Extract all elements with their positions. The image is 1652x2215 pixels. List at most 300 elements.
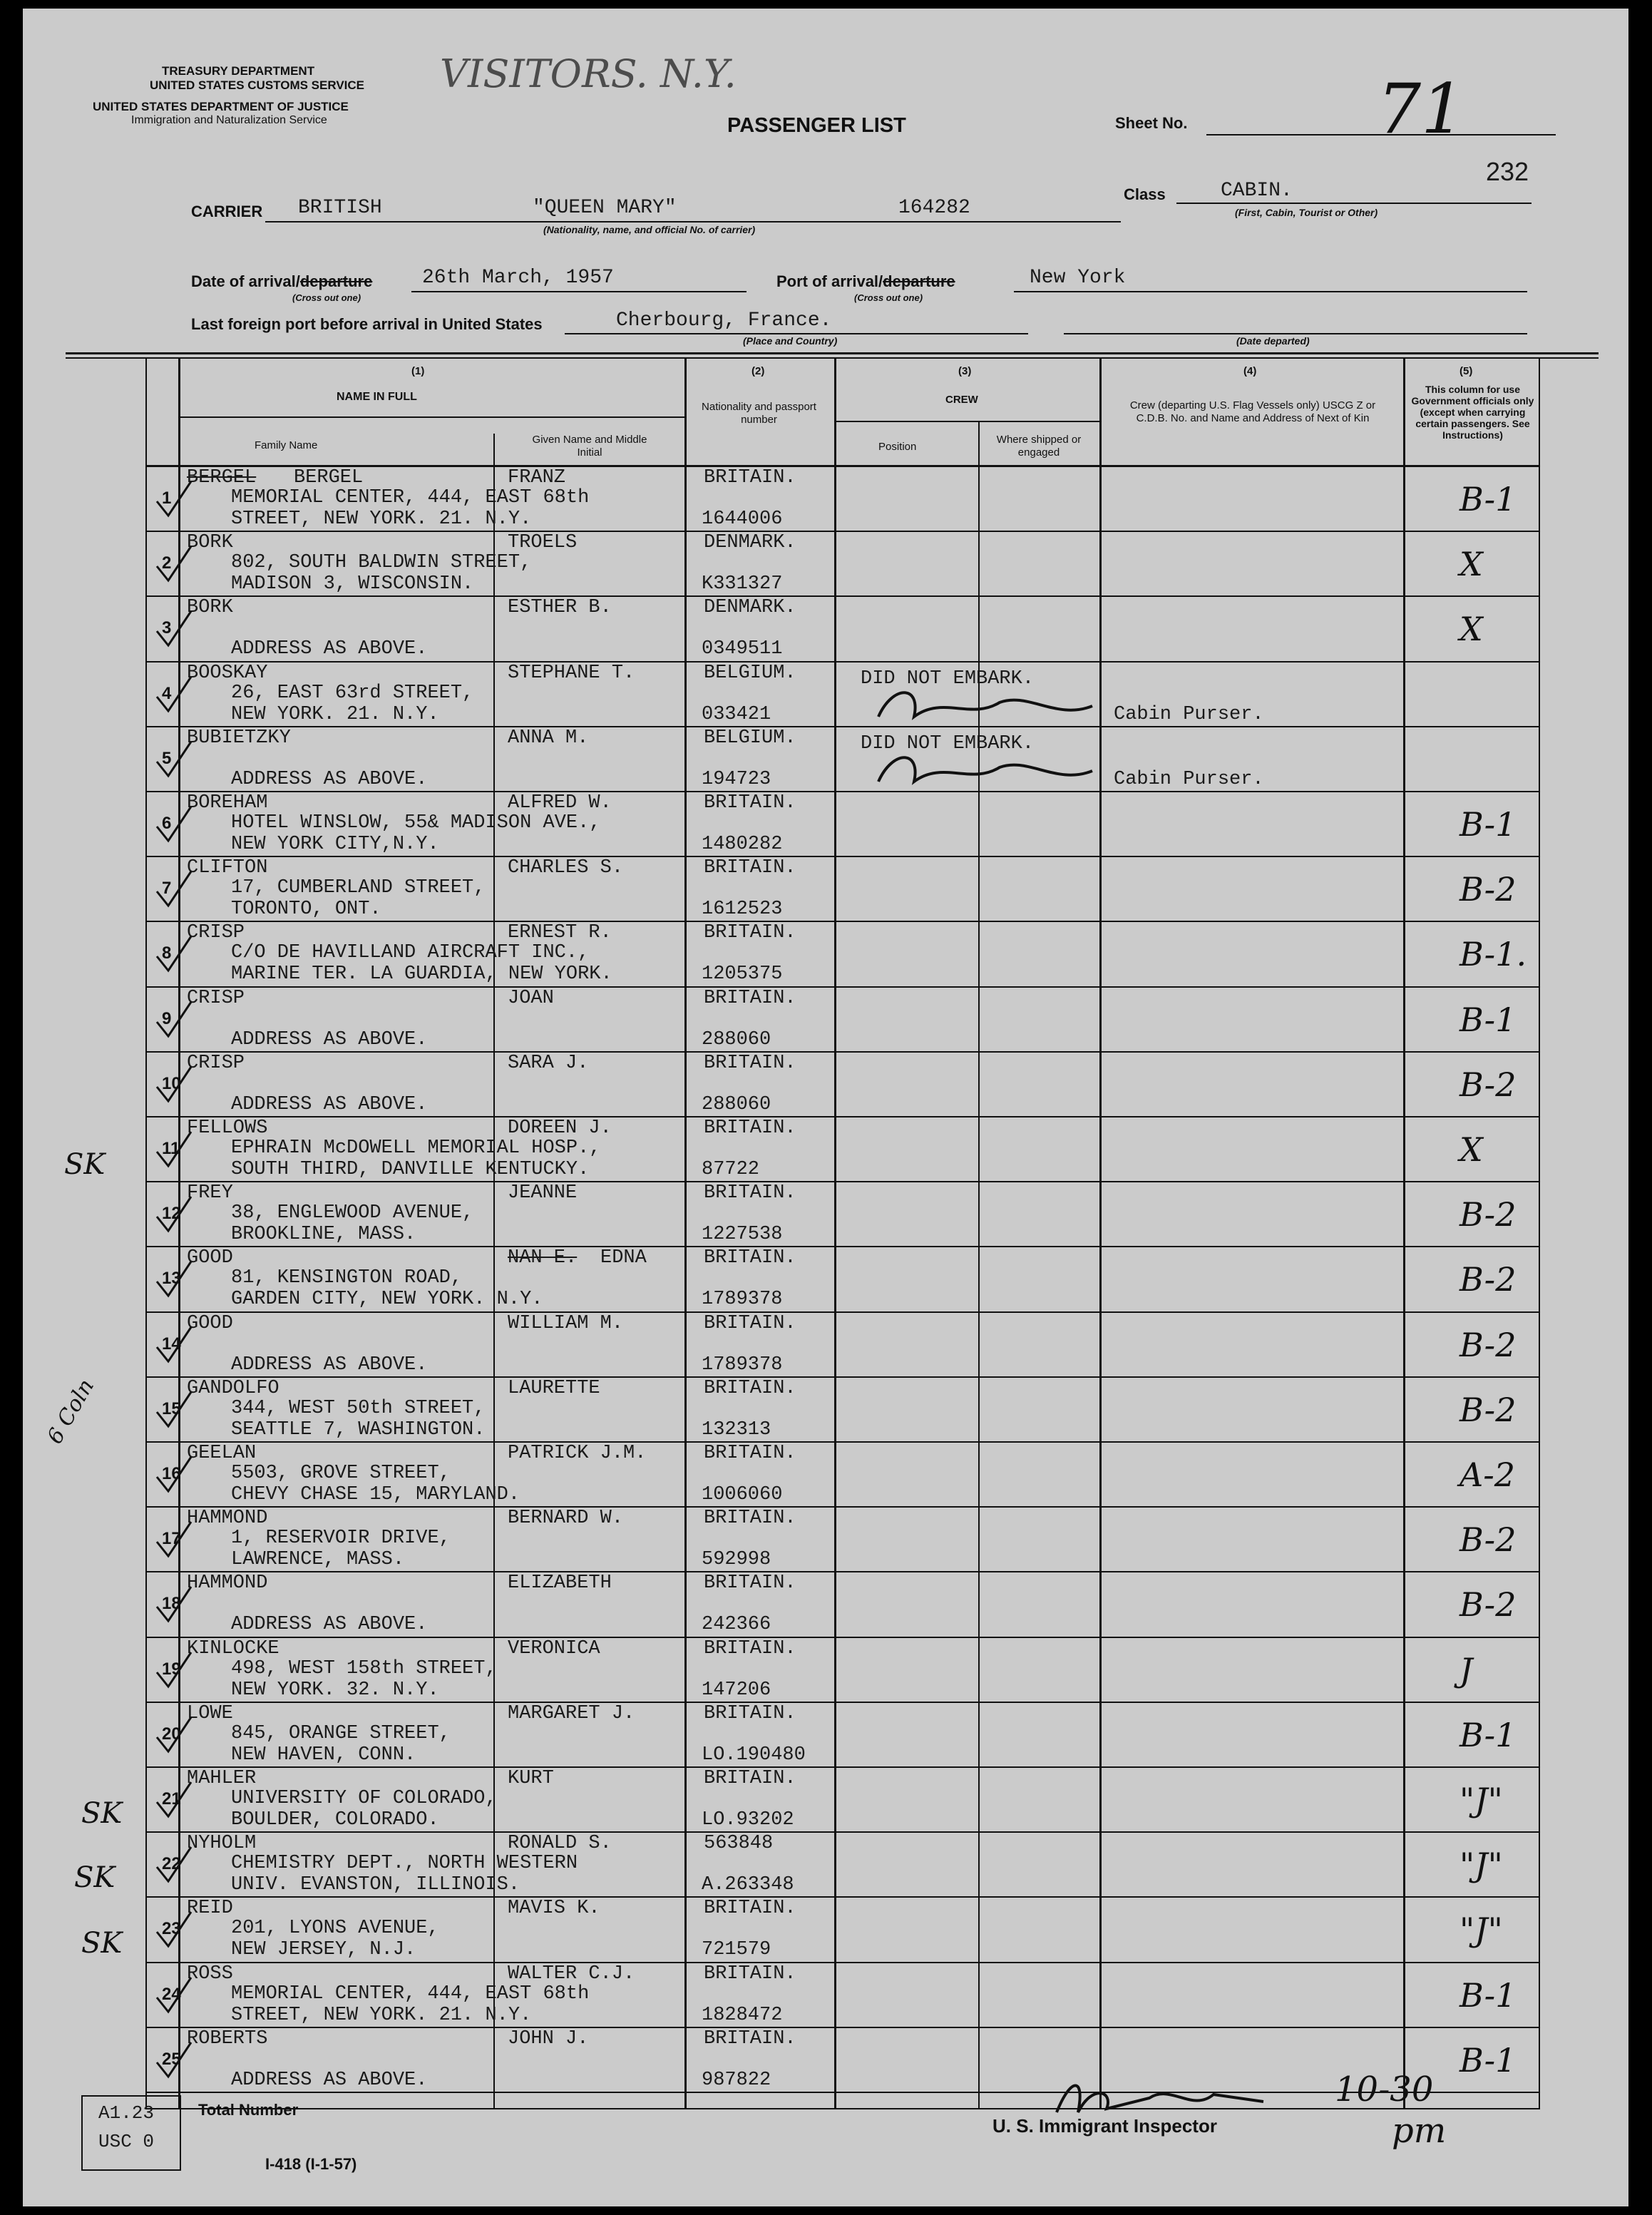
margin-note-sk: SK	[74, 1861, 116, 1894]
row-number: 6	[162, 814, 172, 833]
col1-number: (1)	[411, 365, 425, 377]
passport-number: 288060	[702, 1028, 771, 1050]
address-line-1: 201, LYONS AVENUE,	[231, 1918, 439, 1940]
official-mark: B-2	[1459, 870, 1517, 909]
nationality: BRITAIN.	[704, 1898, 796, 1920]
nationality: BRITAIN.	[704, 1702, 796, 1724]
official-mark: "J"	[1459, 1846, 1503, 1885]
nationality: BRITAIN.	[704, 1637, 796, 1659]
address-line-2: NEW JERSEY, N.J.	[231, 1939, 416, 1961]
address-line-2: BROOKLINE, MASS.	[231, 1224, 416, 1246]
ins-line: Immigration and Naturalization Service	[131, 114, 327, 126]
table-row	[23, 1898, 1628, 1963]
official-mark: B-2	[1459, 1195, 1517, 1234]
carrier-label: CARRIER	[191, 203, 263, 220]
family-name: GEELAN	[187, 1443, 257, 1464]
table-row	[23, 1703, 1628, 1768]
nationality: BRITAIN.	[704, 1117, 796, 1139]
justice-line: UNITED STATES DEPARTMENT OF JUSTICE	[93, 100, 349, 113]
check-mark-icon	[153, 542, 195, 585]
carrier-name: "QUEEN MARY"	[533, 197, 677, 219]
address-line-2: STREET, NEW YORK. 21. N.Y.	[231, 2004, 532, 2026]
form-number: I-418 (I-1-57)	[265, 2155, 357, 2173]
official-mark: A-2	[1459, 1456, 1516, 1494]
check-mark-icon	[153, 1973, 195, 2016]
family-name: CRISP	[187, 987, 245, 1009]
family-name: BORK	[187, 532, 233, 554]
family-name: BOOSKAY	[187, 662, 268, 684]
official-mark: B-2	[1459, 1585, 1517, 1625]
address-line-1: 17, CUMBERLAND STREET,	[231, 877, 486, 899]
inspector-signature	[1050, 2070, 1278, 2127]
address-line-2: SOUTH THIRD, DANVILLE KENTUCKY.	[231, 1159, 590, 1180]
family-name: ROBERTS	[187, 2027, 268, 2050]
given-name: CHARLES S.	[508, 857, 624, 879]
passport-number: 1480282	[702, 834, 783, 855]
given-name: BERNARD W.	[508, 1508, 624, 1530]
official-mark: B-1	[1459, 1000, 1517, 1039]
margin-note-sk: SK	[64, 1148, 106, 1181]
passport-number: 0349511	[702, 638, 783, 660]
form-title: PASSENGER LIST	[727, 114, 906, 137]
row-number: 14	[162, 1334, 181, 1354]
address-line-2: ADDRESS AS ABOVE.	[231, 1614, 428, 1636]
row-number: 22	[162, 1854, 181, 1874]
passport-number: 87722	[702, 1159, 760, 1180]
check-mark-icon	[153, 932, 195, 975]
nationality: DENMARK.	[704, 597, 796, 619]
col-family-name: Family Name	[255, 439, 318, 451]
margin-note-left: 6 Coln	[42, 1375, 100, 1448]
passport-number: 1227538	[702, 1224, 783, 1246]
address-line-2: NEW YORK CITY,N.Y.	[231, 834, 439, 855]
family-name: KINLOCKE	[187, 1637, 279, 1659]
check-mark-icon	[153, 477, 195, 520]
check-mark-icon	[153, 867, 195, 910]
family-name: GANDOLFO	[187, 1377, 279, 1399]
crew-note: DID NOT EMBARK.	[861, 732, 1035, 754]
form-code-line2: USC 0	[98, 2131, 155, 2152]
row-number: 4	[162, 683, 172, 703]
official-mark: B-2	[1459, 1520, 1517, 1560]
passport-number: 1006060	[702, 1484, 783, 1505]
nationality: BRITAIN.	[704, 792, 796, 814]
given-name: JOHN J.	[508, 2027, 589, 2050]
address-line-1: MEMORIAL CENTER, 444, EAST 68th	[231, 1983, 590, 2005]
address-line-2: ADDRESS AS ABOVE.	[231, 1093, 428, 1115]
col2-number: (2)	[751, 365, 765, 377]
table-row	[23, 1182, 1628, 1247]
address-line-2: CHEVY CHASE 15, MARYLAND.	[231, 1484, 520, 1505]
official-mark: B-2	[1459, 1390, 1517, 1429]
official-mark: X	[1459, 1130, 1483, 1169]
date-departed-caption: (Date departed)	[1236, 335, 1310, 347]
given-name: ESTHER B.	[508, 597, 612, 619]
address-line-2: ADDRESS AS ABOVE.	[231, 1028, 428, 1050]
address-line-2: ADDRESS AS ABOVE.	[231, 768, 428, 790]
check-mark-icon	[153, 1713, 195, 1756]
class-caption: (First, Cabin, Tourist or Other)	[1235, 207, 1378, 218]
col4-title: Crew (departing U.S. Flag Vessels only) USCG Z or C.D.B. No. and Name and Address of Next of Kin	[1129, 399, 1376, 424]
nationality: BELGIUM.	[704, 662, 796, 684]
passport-number: 288060	[702, 1093, 771, 1115]
address-line-2: LAWRENCE, MASS.	[231, 1549, 405, 1571]
table-row	[23, 1963, 1628, 2028]
given-name: VERONICA	[508, 1637, 600, 1659]
nationality: BRITAIN.	[704, 2027, 796, 2050]
table-row	[23, 988, 1628, 1053]
official-mark: X	[1459, 610, 1483, 649]
check-mark-icon	[153, 607, 195, 650]
official-mark: B-2	[1459, 1260, 1517, 1299]
family-name: BERGEL	[294, 467, 364, 488]
family-name: ROSS	[187, 1963, 233, 1985]
check-mark-icon	[153, 1908, 195, 1950]
given-name: KURT	[508, 1768, 554, 1789]
address-line-2: UNIV. EVANSTON, ILLINOIS.	[231, 1874, 520, 1896]
col2-title: Nationality and passport number	[702, 401, 816, 426]
official-mark: B-2	[1459, 1325, 1517, 1364]
table-row	[23, 792, 1628, 857]
check-mark-icon	[153, 1192, 195, 1235]
carrier-caption: (Nationality, name, and official No. of carrier)	[543, 224, 756, 235]
passport-number: 987822	[702, 2069, 771, 2091]
passport-number: 1828472	[702, 2004, 783, 2026]
address-line-2: MARINE TER. LA GUARDIA, NEW YORK.	[231, 963, 612, 986]
address-line-2: ADDRESS AS ABOVE.	[231, 2069, 428, 2091]
row-number: 24	[162, 1984, 181, 2004]
check-mark-icon	[153, 1127, 195, 1170]
margin-note-sk: SK	[81, 1927, 123, 1960]
row-number: 9	[162, 1008, 172, 1028]
address-line-2: GARDEN CITY, NEW YORK. N.Y.	[231, 1289, 543, 1311]
nationality: BRITAIN.	[704, 1572, 796, 1595]
check-mark-icon	[153, 1323, 195, 1366]
address-line-1: 802, SOUTH BALDWIN STREET,	[231, 552, 532, 574]
table-row	[23, 1313, 1628, 1378]
given-name: ELIZABETH	[508, 1572, 612, 1595]
address-line-2: ADDRESS AS ABOVE.	[231, 1354, 428, 1376]
given-name: WALTER C.J.	[508, 1963, 635, 1985]
passport-number: LO.93202	[702, 1809, 794, 1831]
official-mark: B-1	[1459, 480, 1517, 518]
margin-note-sk: SK	[81, 1797, 123, 1830]
row-number: 5	[162, 748, 172, 768]
row-number: 21	[162, 1789, 181, 1809]
table-row	[23, 1378, 1628, 1443]
nationality: BRITAIN.	[704, 1052, 796, 1074]
family-name: BUBIETZKY	[187, 727, 291, 749]
sheet-number: 71	[1377, 69, 1465, 149]
last-port-value: Cherbourg, France.	[616, 310, 832, 332]
treasury-line: TREASURY DEPARTMENT	[162, 64, 315, 78]
row-number: 7	[162, 879, 172, 899]
table-row	[23, 597, 1628, 662]
nationality: 563848	[704, 1833, 774, 1855]
passport-number: 592998	[702, 1549, 771, 1571]
passport-number: 132313	[702, 1418, 771, 1441]
official-mark: B-1	[1459, 1975, 1517, 2015]
nationality: BRITAIN.	[704, 987, 796, 1009]
row-number: 2	[162, 553, 172, 573]
form-code-line1: A1.23	[98, 2102, 155, 2124]
table-row	[23, 1053, 1628, 1117]
address-line-2: STREET, NEW YORK. 21. N.Y.	[231, 508, 532, 530]
form-code-box	[81, 2095, 181, 2171]
place-caption: (Place and Country)	[743, 335, 838, 347]
official-mark: B-1	[1459, 805, 1517, 844]
given-name: MARGARET J.	[508, 1702, 635, 1724]
arrival-port: New York	[1030, 267, 1126, 289]
given-name-struck: NAN E.	[508, 1247, 578, 1269]
official-mark: B-1	[1459, 1715, 1517, 1754]
purser-signature	[864, 746, 1121, 796]
nationality: BRITAIN.	[704, 1247, 796, 1269]
family-name: GOOD	[187, 1247, 233, 1269]
class-value: CABIN.	[1221, 180, 1293, 202]
family-name: LOWE	[187, 1702, 233, 1724]
given-name: TROELS	[508, 532, 578, 554]
passport-number: 242366	[702, 1614, 771, 1636]
row-number: 25	[162, 2049, 181, 2069]
total-number-label: Total Number	[198, 2101, 299, 2119]
passport-number: 721579	[702, 1939, 771, 1961]
crew-note-signed: Cabin Purser.	[1114, 703, 1264, 725]
nationality: BRITAIN.	[704, 1182, 796, 1204]
passport-number: A.263348	[702, 1874, 794, 1896]
address-line-2: NEW HAVEN, CONN.	[231, 1744, 416, 1766]
row-number: 20	[162, 1724, 181, 1744]
customs-line: UNITED STATES CUSTOMS SERVICE	[150, 78, 365, 92]
table-row	[23, 1117, 1628, 1182]
given-name: WILLIAM M.	[508, 1312, 624, 1334]
col1-title: NAME IN FULL	[337, 391, 417, 403]
row-number: 19	[162, 1659, 181, 1679]
row-number: 23	[162, 1919, 181, 1939]
date-cross-out-caption: (Cross out one)	[292, 292, 361, 303]
given-name: SARA J.	[508, 1052, 589, 1074]
nationality: DENMARK.	[704, 532, 796, 554]
official-mark: B-1	[1459, 2040, 1517, 2080]
family-name: NYHOLM	[187, 1833, 257, 1855]
check-mark-icon	[153, 1257, 195, 1300]
crew-note: DID NOT EMBARK.	[861, 667, 1035, 690]
family-name: BORK	[187, 597, 233, 619]
address-line-1: UNIVERSITY OF COLORADO,	[231, 1788, 497, 1809]
row-number: 8	[162, 943, 172, 963]
row-number: 13	[162, 1269, 181, 1289]
purser-signature	[864, 681, 1121, 731]
address-line-1: HOTEL WINSLOW, 55& MADISON AVE.,	[231, 812, 601, 834]
nationality: BRITAIN.	[704, 922, 796, 944]
col3-title: CREW	[945, 394, 978, 406]
col-given-name: Given Name and Middle Initial	[532, 434, 647, 459]
table-row	[23, 532, 1628, 597]
col-crew-where: Where shipped or engaged	[996, 434, 1082, 459]
row-number: 1	[162, 488, 172, 508]
address-line-2: SEATTLE 7, WASHINGTON.	[231, 1418, 486, 1441]
given-name: ALFRED W.	[508, 792, 612, 814]
given-name: EDNA	[600, 1247, 647, 1269]
col5-title: This column for use Government officials only (except when carrying certain passengers. See Instructions)	[1411, 384, 1534, 441]
page-number: 232	[1486, 157, 1529, 186]
official-mark: "J"	[1459, 1910, 1503, 1950]
address-line-1: 81, KENSINGTON ROAD,	[231, 1267, 463, 1289]
official-mark: B-1.	[1459, 935, 1527, 974]
address-line-1: CHEMISTRY DEPT., NORTH WESTERN	[231, 1853, 578, 1875]
official-mark: X	[1459, 545, 1483, 584]
row-number: 11	[162, 1139, 180, 1158]
check-mark-icon	[153, 737, 195, 780]
col3-number: (3)	[958, 365, 972, 377]
col4-number: (4)	[1243, 365, 1257, 377]
passport-number: 033421	[702, 703, 771, 725]
address-line-1: 845, ORANGE STREET,	[231, 1722, 451, 1744]
table-row	[23, 1247, 1628, 1312]
date-label: Date of arrival/departure	[191, 272, 373, 290]
address-line-1: MEMORIAL CENTER, 444, EAST 68th	[231, 487, 590, 508]
col5-number: (5)	[1459, 365, 1473, 377]
passport-number: 1789378	[702, 1289, 783, 1311]
table-row	[23, 467, 1628, 532]
family-name: CRISP	[187, 1052, 245, 1074]
address-line-2: MADISON 3, WISCONSIN.	[231, 573, 474, 595]
class-label: Class	[1124, 185, 1166, 203]
address-line-1: 344, WEST 50th STREET,	[231, 1397, 486, 1419]
col-crew-position: Position	[878, 441, 917, 453]
address-line-1: 1, RESERVOIR DRIVE,	[231, 1528, 451, 1550]
passenger-list-document	[23, 9, 1628, 2206]
handwritten-time: 10-30	[1335, 2070, 1434, 2109]
official-mark: B-2	[1459, 1065, 1517, 1104]
address-line-1: 5503, GROVE STREET,	[231, 1463, 451, 1484]
family-name: CRISP	[187, 922, 245, 944]
port-label: Port of arrival/departure	[776, 272, 955, 290]
given-name: RONALD S.	[508, 1833, 612, 1855]
row-number: 10	[162, 1073, 181, 1093]
address-line-2: ADDRESS AS ABOVE.	[231, 638, 428, 660]
family-name: HAMMOND	[187, 1508, 268, 1530]
row-number: 18	[162, 1594, 181, 1614]
passport-number: K331327	[702, 573, 783, 595]
table-row	[23, 1768, 1628, 1833]
family-name: REID	[187, 1898, 233, 1920]
check-mark-icon	[153, 1582, 195, 1625]
check-mark-icon	[153, 1778, 195, 1821]
family-name: FELLOWS	[187, 1117, 268, 1139]
given-name: PATRICK J.M.	[508, 1443, 647, 1464]
given-name: DOREEN J.	[508, 1117, 612, 1139]
nationality: BELGIUM.	[704, 727, 796, 749]
table-row	[23, 1833, 1628, 1898]
given-name: JOAN	[508, 987, 554, 1009]
nationality: BRITAIN.	[704, 1312, 796, 1334]
arrival-date: 26th March, 1957	[422, 267, 614, 289]
passport-number: LO.190480	[702, 1744, 806, 1766]
handwritten-pm: pm	[1392, 2111, 1447, 2151]
table-row	[23, 663, 1628, 727]
address-line-2: NEW YORK. 32. N.Y.	[231, 1679, 439, 1701]
nationality: BRITAIN.	[704, 467, 796, 488]
row-number: 15	[162, 1398, 181, 1418]
table-row	[23, 857, 1628, 922]
table-row	[23, 1443, 1628, 1508]
family-name-struck: BERGEL	[187, 467, 257, 488]
visitors-note: VISITORS. N.Y.	[440, 51, 737, 96]
check-mark-icon	[153, 1063, 195, 1105]
nationality: BRITAIN.	[704, 1508, 796, 1530]
family-name: CLIFTON	[187, 857, 268, 879]
nationality: BRITAIN.	[704, 857, 796, 879]
given-name: FRANZ	[508, 467, 566, 488]
row-number: 16	[162, 1464, 181, 1483]
address-line-2: NEW YORK. 21. N.Y.	[231, 703, 439, 725]
table-row	[23, 922, 1628, 987]
last-port-label: Last foreign port before arrival in United States	[191, 315, 543, 333]
address-line-1: 498, WEST 158th STREET,	[231, 1657, 497, 1679]
check-mark-icon	[153, 1843, 195, 1886]
check-mark-icon	[153, 2038, 195, 2081]
family-name: BOREHAM	[187, 792, 268, 814]
row-number: 17	[162, 1529, 181, 1549]
passport-number: 1205375	[702, 963, 783, 986]
check-mark-icon	[153, 1388, 195, 1431]
carrier-number: 164282	[898, 197, 970, 219]
nationality: BRITAIN.	[704, 1768, 796, 1789]
passport-number: 1612523	[702, 899, 783, 921]
port-cross-out-caption: (Cross out one)	[854, 292, 923, 303]
passport-number: 1789378	[702, 1354, 783, 1376]
address-line-1: C/O DE HAVILLAND AIRCRAFT INC.,	[231, 942, 590, 964]
table-row	[23, 1508, 1628, 1572]
table-row	[23, 727, 1628, 792]
check-mark-icon	[153, 1648, 195, 1691]
address-line-1: EPHRAIN McDOWELL MEMORIAL HOSP.,	[231, 1137, 601, 1159]
passport-number: 194723	[702, 768, 771, 790]
crew-note-signed: Cabin Purser.	[1114, 768, 1264, 790]
given-name: JEANNE	[508, 1182, 578, 1204]
official-mark: J	[1459, 1650, 1473, 1689]
row-number: 12	[162, 1204, 181, 1224]
given-name: MAVIS K.	[508, 1898, 600, 1920]
family-name: FREY	[187, 1182, 233, 1204]
nationality: BRITAIN.	[704, 1377, 796, 1399]
family-name: HAMMOND	[187, 1572, 268, 1595]
passport-number: 147206	[702, 1679, 771, 1701]
table-row	[23, 1638, 1628, 1703]
address-line-1: 26, EAST 63rd STREET,	[231, 682, 474, 704]
given-name: LAURETTE	[508, 1377, 600, 1399]
family-name: MAHLER	[187, 1768, 257, 1789]
address-line-2: TORONTO, ONT.	[231, 899, 381, 921]
nationality: BRITAIN.	[704, 1443, 796, 1464]
table-row	[23, 1572, 1628, 1637]
check-mark-icon	[153, 672, 195, 715]
given-name: ANNA M.	[508, 727, 589, 749]
official-mark: "J"	[1459, 1781, 1503, 1819]
address-line-1: 38, ENGLEWOOD AVENUE,	[231, 1202, 474, 1224]
check-mark-icon	[153, 802, 195, 845]
check-mark-icon	[153, 1518, 195, 1560]
carrier-nationality: BRITISH	[298, 197, 382, 219]
family-name: GOOD	[187, 1312, 233, 1334]
given-name: ERNEST R.	[508, 922, 612, 944]
address-line-2: BOULDER, COLORADO.	[231, 1809, 439, 1831]
nationality: BRITAIN.	[704, 1963, 796, 1985]
sheet-label: Sheet No.	[1115, 114, 1188, 132]
row-number: 3	[162, 618, 172, 638]
check-mark-icon	[153, 998, 195, 1040]
